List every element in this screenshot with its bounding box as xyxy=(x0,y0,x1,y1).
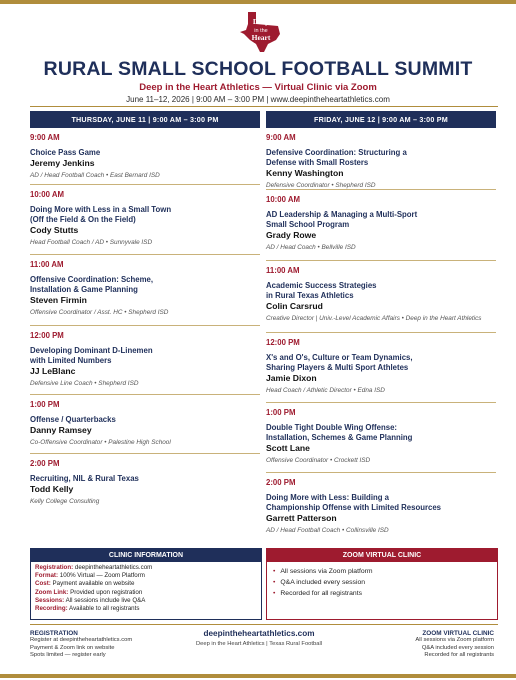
session-title-line: in Rural Texas Athletics xyxy=(266,291,354,300)
clinic-info-line xyxy=(35,597,257,605)
session-speaker: Colin Carsrud xyxy=(266,301,323,311)
session-time: 10:00 AM xyxy=(30,190,64,199)
day-column-friday xyxy=(266,111,496,534)
session-divider xyxy=(30,325,260,326)
clinic-info-label: Cost: xyxy=(35,580,51,588)
session-title-line: Sharing Players & Multi Sport Athletes xyxy=(266,363,409,372)
session-title-line: Installation, Schemes & Game Planning xyxy=(266,433,413,442)
clinic-info-line xyxy=(35,572,257,580)
session-speaker: Steven Firmin xyxy=(30,295,87,305)
footer-zoom-line: All sessions via Zoom platform xyxy=(415,637,494,643)
session-item xyxy=(266,338,496,394)
session-time: 9:00 AM xyxy=(266,133,296,142)
event-dateline: June 11–12, 2026 | 9:00 AM – 3:00 PM | www.deepintheheartathletics.com xyxy=(126,95,390,104)
texas-state-icon xyxy=(238,10,284,54)
day-header-friday: FRIDAY, JUNE 12 | 9:00 AM – 3:00 PM xyxy=(266,111,496,128)
clinic-info-value: Available to all registrants xyxy=(67,605,140,613)
clinic-info-value: Provided upon registration xyxy=(68,588,143,596)
clinic-info-label: Zoom Link: xyxy=(35,588,69,596)
session-speaker-role: Defensive Line Coach • Shepherd ISD xyxy=(30,380,139,387)
footer-registration-heading: REGISTRATION xyxy=(30,630,78,637)
session-speaker: JJ LeBlanc xyxy=(30,366,76,376)
session-title xyxy=(30,346,260,366)
session-speaker-role: Creative Director | Univ.-Level Academic Affairs • Deep in the Heart Athletics xyxy=(266,315,482,322)
session-speaker: Jamie Dixon xyxy=(266,373,317,383)
logo-line2: in the xyxy=(254,28,268,34)
session-item xyxy=(30,190,260,246)
session-title-line: Defense with Small Rosters xyxy=(266,158,369,167)
session-speaker-role: AD / Head Football Coach • Collinsville ISD xyxy=(266,527,389,534)
session-speaker-role: Co-Offensive Coordinator • Palestine High School xyxy=(30,439,171,446)
footer-zoom-clinic xyxy=(356,630,494,660)
footer-divider xyxy=(30,624,498,625)
session-title-line: (Off the Field & On the Field) xyxy=(30,215,136,224)
zoom-feature-item xyxy=(273,588,491,599)
bullet-icon: • xyxy=(273,579,276,586)
header-divider xyxy=(30,106,498,107)
session-speaker: Scott Lane xyxy=(266,443,310,453)
session-speaker: Kenny Washington xyxy=(266,168,344,178)
clinic-info-value: 100% Virtual — Zoom Platform xyxy=(58,572,145,580)
footer-registration xyxy=(30,630,190,660)
bottom-accent-bar xyxy=(0,674,516,678)
zoom-feature-item xyxy=(273,566,491,577)
footer-zoom-line: Q&A included every session xyxy=(421,644,494,651)
session-divider xyxy=(30,453,260,454)
session-item xyxy=(266,408,496,464)
clinic-info-line xyxy=(35,605,257,613)
logo-line3: Heart xyxy=(251,33,271,42)
clinic-info-label: Format: xyxy=(35,572,59,580)
bullet-icon: • xyxy=(273,590,276,597)
session-time: 9:00 AM xyxy=(30,133,60,142)
session-speaker-role: Offensive Coordinator / Asst. HC • Shepherd ISD xyxy=(30,309,169,316)
session-divider xyxy=(266,260,496,261)
session-title xyxy=(30,415,260,425)
session-title-line: Championship Offense with Limited Resources xyxy=(266,503,442,512)
page-subtitle: Deep in the Heart Athletics — Virtual Clinic via Zoom xyxy=(139,82,377,93)
session-time: 11:00 AM xyxy=(30,260,64,269)
clinic-info-line xyxy=(35,589,257,597)
session-item xyxy=(266,133,496,189)
session-item xyxy=(30,459,260,505)
session-title-line: with Limited Numbers xyxy=(30,356,112,365)
session-item xyxy=(30,331,260,387)
bullet-icon: • xyxy=(273,568,276,575)
session-time: 10:00 AM xyxy=(266,195,300,204)
session-title xyxy=(30,148,260,158)
footer-zoom-line: Recorded for all registrants xyxy=(424,652,494,659)
session-title-line: Doing More with Less: Building a xyxy=(266,493,390,502)
session-title-line: Installation & Game Planning xyxy=(30,285,138,294)
session-title xyxy=(266,210,496,230)
session-time: 2:00 PM xyxy=(266,478,296,487)
session-item xyxy=(30,133,260,179)
clinic-information-header: CLINIC INFORMATION xyxy=(31,549,261,562)
session-time: 1:00 PM xyxy=(266,408,296,417)
session-divider xyxy=(266,189,496,190)
zoom-feature-text: Recorded for all registrants xyxy=(280,590,362,597)
session-time: 12:00 PM xyxy=(266,338,300,347)
zoom-virtual-clinic-header: ZOOM VIRTUAL CLINIC xyxy=(267,549,497,562)
session-speaker-role: Head Football Coach / AD • Sunnyvale ISD xyxy=(30,239,153,246)
session-title xyxy=(30,275,260,295)
session-divider xyxy=(266,472,496,473)
clinic-information-lines xyxy=(31,562,261,615)
session-title xyxy=(30,205,260,225)
clinic-information-box xyxy=(30,548,262,620)
footer-tagline: Deep in the Heart Athletics | Texas Rural Football xyxy=(195,641,323,647)
session-speaker-role: AD / Head Coach • Bellville ISD xyxy=(266,244,356,251)
footer-zoom-heading: ZOOM VIRTUAL CLINIC xyxy=(422,630,494,637)
session-time: 2:00 PM xyxy=(30,459,60,468)
session-speaker-role: Kelly College Consulting xyxy=(30,498,100,505)
session-title-line: X's and O's, Culture or Team Dynamics, xyxy=(266,353,413,362)
session-title-line: Choice Pass Game xyxy=(30,148,101,157)
zoom-feature-item xyxy=(273,577,491,588)
session-title xyxy=(266,148,496,168)
footer-registration-line: Register at deepintheheartathletics.com xyxy=(30,637,133,643)
session-speaker: Grady Rowe xyxy=(266,230,317,240)
session-title-line: Double Tight Double Wing Offense: xyxy=(266,423,398,432)
clinic-info-label: Registration: xyxy=(35,564,74,571)
session-divider xyxy=(266,402,496,403)
session-speaker: Garrett Patterson xyxy=(266,513,337,523)
session-divider xyxy=(266,332,496,333)
session-speaker: Todd Kelly xyxy=(30,484,74,494)
logo-line1: Deep xyxy=(252,17,270,26)
session-title-line: Defensive Coordination: Structuring a xyxy=(266,148,407,157)
zoom-virtual-clinic-box xyxy=(266,548,498,620)
clinic-info-label: Sessions: xyxy=(35,596,65,604)
page-title: RURAL SMALL SCHOOL FOOTBALL SUMMIT xyxy=(43,58,473,80)
session-speaker-role: Offensive Coordinator • Crockett ISD xyxy=(266,457,371,464)
session-title-line: Offense / Quarterbacks xyxy=(30,415,116,424)
session-item xyxy=(266,195,496,251)
session-speaker-role: Defensive Coordinator • Shepherd ISD xyxy=(266,182,376,189)
session-speaker: Jeremy Jenkins xyxy=(30,158,95,168)
top-accent-bar xyxy=(0,0,516,4)
clinic-info-value: deepintheheartathletics.com xyxy=(73,564,153,571)
session-speaker-role: Head Coach / Athletic Director • Edna ISD xyxy=(266,387,385,394)
session-title-line: Offensive Coordination: Scheme, xyxy=(30,275,154,284)
day-column-thursday xyxy=(30,111,260,505)
session-speaker: Cody Stutts xyxy=(30,225,79,235)
clinic-info-line xyxy=(35,580,257,588)
session-title-line: Developing Dominant D-Linemen xyxy=(30,346,153,355)
session-title xyxy=(30,474,260,484)
session-divider xyxy=(30,394,260,395)
footer-registration-line: Spots limited — register early xyxy=(30,652,106,659)
session-time: 12:00 PM xyxy=(30,331,64,340)
session-item xyxy=(266,266,496,322)
session-title-line: Academic Success Strategies xyxy=(266,281,377,290)
session-title xyxy=(266,423,496,443)
session-divider xyxy=(30,254,260,255)
session-title xyxy=(266,353,496,373)
session-speaker: Danny Ramsey xyxy=(30,425,92,435)
day-header-thursday: THURSDAY, JUNE 11 | 9:00 AM – 3:00 PM xyxy=(30,111,260,128)
session-time: 11:00 AM xyxy=(266,266,300,275)
session-title-line: Recruiting, NIL & Rural Texas xyxy=(30,474,139,483)
zoom-feature-list xyxy=(267,562,497,603)
session-item xyxy=(266,478,496,534)
session-title xyxy=(266,493,496,513)
zoom-feature-text: All sessions via Zoom platform xyxy=(280,568,373,575)
session-title-line: AD Leadership & Managing a Multi-Sport xyxy=(266,210,418,219)
session-title-line: Small School Program xyxy=(266,220,350,229)
clinic-info-label: Recording: xyxy=(35,605,68,613)
session-divider xyxy=(30,184,260,185)
zoom-feature-text: Q&A included every session xyxy=(280,579,366,586)
session-speaker-role: AD / Head Football Coach • East Bernard ISD xyxy=(30,172,160,179)
texas-logo xyxy=(238,10,284,54)
footer-registration-line: Payment & Zoom link on website xyxy=(30,644,115,651)
session-time: 1:00 PM xyxy=(30,400,60,409)
session-title-line: Doing More with Less in a Small Town xyxy=(30,205,172,214)
clinic-info-value: Payment available on website xyxy=(50,580,135,588)
session-item xyxy=(30,260,260,316)
clinic-info-line xyxy=(35,564,257,572)
footer-website-link[interactable]: deepintheheartathletics.com xyxy=(203,629,315,638)
session-title xyxy=(266,281,496,301)
footer-center xyxy=(176,629,342,647)
clinic-info-value: All sessions include live Q&A xyxy=(64,596,146,604)
session-item xyxy=(30,400,260,446)
